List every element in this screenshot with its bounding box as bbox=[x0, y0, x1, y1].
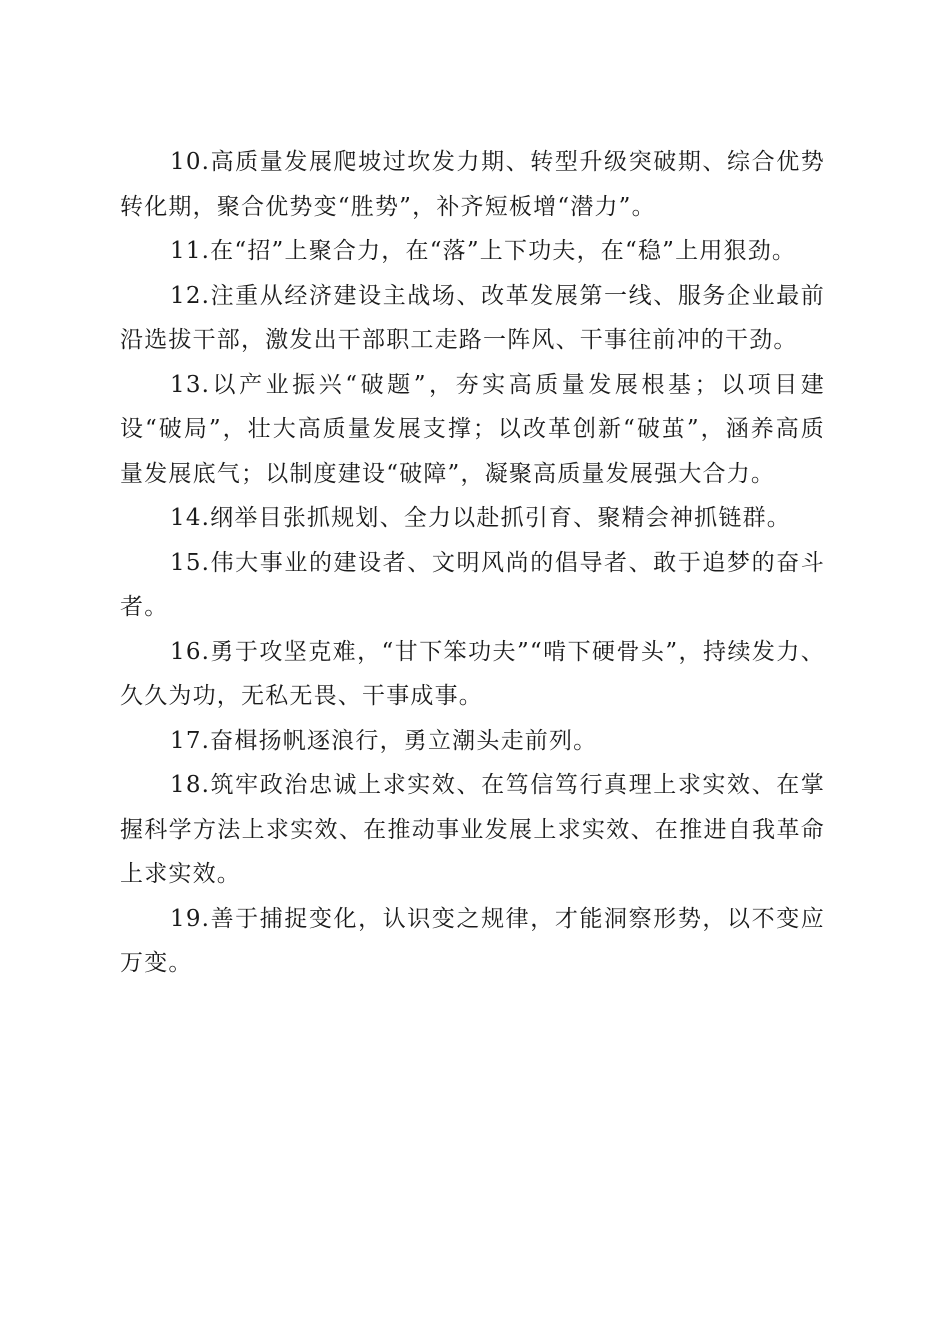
paragraph-16: 16.勇于攻坚克难，“甘下笨功夫”“啃下硬骨头”，持续发力、久久为功，无私无畏、干事成事。 bbox=[120, 638, 825, 709]
paragraph-12: 12.注重从经济建设主战场、改革发展第一线、服务企业最前沿选拔干部，激发出干部职工走路一阵风、干事往前冲的干劲。 bbox=[120, 282, 825, 353]
paragraph-15: 15.伟大事业的建设者、文明风尚的倡导者、敢于追梦的奋斗者。 bbox=[120, 549, 825, 620]
paragraph-17: 17.奋楫扬帆逐浪行，勇立潮头走前列。 bbox=[170, 727, 598, 754]
paragraph-13: 13.以产业振兴“破题”，夯实高质量发展根基；以项目建设“破局”，壮大高质量发展支撑；以改革创新“破茧”，涵养高质量发展底气；以制度建设“破障”，凝聚高质量发展强大合力。 bbox=[120, 371, 825, 487]
paragraph-10: 10.高质量发展爬坡过坎发力期、转型升级突破期、综合优势转化期，聚合优势变“胜势”，补齐短板增“潜力”。 bbox=[120, 149, 825, 220]
paragraph-18: 18.筑牢政治忠诚上求实效、在笃信笃行真理上求实效、在掌握科学方法上求实效、在推动事业发展上求实效、在推进自我革命上求实效。 bbox=[120, 772, 825, 887]
paragraph-19: 19.善于捕捉变化，认识变之规律，才能洞察形势，以不变应万变。 bbox=[120, 905, 825, 976]
paragraph-11: 11.在“招”上聚合力，在“落”上下功夫，在“稳”上用狠劲。 bbox=[170, 238, 797, 264]
paragraph-14: 14.纲举目张抓规划、全力以赴抓引育、聚精会神抓链群。 bbox=[170, 505, 791, 531]
document-body bbox=[120, 140, 825, 986]
